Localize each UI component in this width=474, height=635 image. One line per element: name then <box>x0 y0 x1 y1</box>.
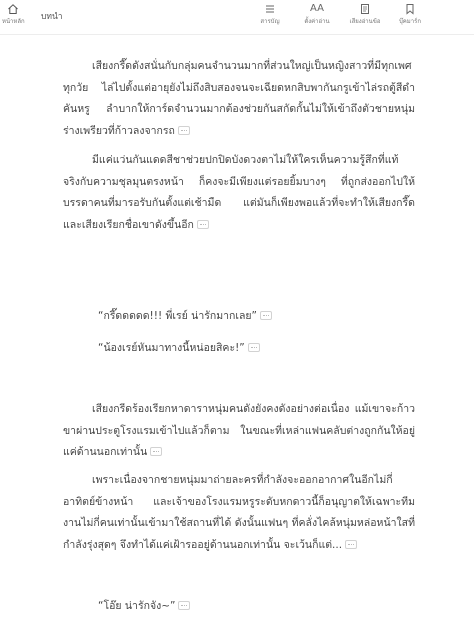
home-button[interactable] <box>2 3 24 26</box>
bookmark-label: บุ๊คมาร์ก <box>398 18 421 25</box>
toc-label: สารบัญ <box>260 18 280 25</box>
text-to-speech-label: เสียงอ่านข้อ <box>349 18 381 25</box>
paragraph-text: เสียงกรี๊ดดังสนั่นกับกลุ่มคนจำนวนมากที่ส่วนใหญ่เป็นหญิงสาวที่มีทุกเพศทุกวัย ไล่ไปตั้งแต่อายุยังไม่ถึงสิบสองจนจะเฉียดหกสิบพากันกรูเข้าไล่รถตู้สีดำคันหรู ลำบากให้การ์ดจำนวนมากต้องช่วยกันสกัดกั้นไม่ให้เข้าถึงตัวชายหนุ่มร่างเพรียวที่ก้าวลงจากรถ <box>63 60 415 138</box>
list-icon <box>264 3 276 15</box>
paragraph <box>63 150 415 237</box>
paragraph-text: เสียงกรีดร้องเรียกหาดาราหนุ่มคนดังยังคงดังอย่างต่อเนื่อง แม้เขาจะก้าวขาผ่านประตูโรงแรมเข้าไปแล้วก็ตาม ในขณะที่เหล่าแฟนคลับต่างถูกกันให้อยู่แค่ด้านนอกเท่านั้น <box>63 403 415 459</box>
reader-toolbar <box>0 0 474 35</box>
home-icon <box>7 3 19 15</box>
chapter-title: บทนำ <box>41 12 63 22</box>
paragraph-text: มีแค่แว่นกันแดดสีชาช่วยปกปิดบังดวงตาไม่ให้ใครเห็นความรู้สึกที่แท้จริงกับความชุลมุนตรงหน้า ก็คงจะมีเพียงแต่รอยยิ้มบางๆ ที่ถูกส่งออกไปให้บรรดาคนที่มารอรับกันตั้งแต่เช้ามืด แต่มันก็เพียงพอแล้วที่จะทำให้เสียงกรี๊ดและเสียงเรียกชื่อเขาดังขึ้นอีก <box>63 154 415 232</box>
text-to-speech-button[interactable] <box>348 3 382 26</box>
bookmark-button[interactable] <box>396 3 424 26</box>
comment-icon[interactable] <box>248 343 260 352</box>
paragraph <box>63 56 415 143</box>
dialogue-paragraph <box>63 306 415 328</box>
comment-icon[interactable] <box>178 126 190 135</box>
paragraph-text: “โอ๊ย น่ารักจัง~” <box>98 600 176 612</box>
paragraph-text: “น้องเรย์หันมาทางนี้หน่อยสิคะ!” <box>98 342 245 354</box>
comment-icon[interactable] <box>150 447 162 456</box>
paragraph <box>63 399 415 464</box>
reading-settings-button[interactable] <box>302 3 332 26</box>
comment-icon[interactable] <box>345 540 357 549</box>
home-label: หน้าหลัก <box>2 18 25 25</box>
comment-icon[interactable] <box>178 601 190 610</box>
bookmark-icon <box>404 3 416 15</box>
dialogue-paragraph <box>63 596 415 618</box>
comment-icon[interactable] <box>260 311 272 320</box>
comment-icon[interactable] <box>197 220 209 229</box>
toc-button[interactable] <box>257 3 283 26</box>
paragraph <box>63 470 415 557</box>
paragraph-text: “กรี๊ดดดดด!!! พี่เรย์ น่ารักมากเลย” <box>98 310 257 322</box>
reading-settings-label: ตั้งค่าอ่าน <box>304 18 330 25</box>
dialogue-paragraph <box>63 338 415 360</box>
font-size-icon: AA <box>310 3 324 14</box>
document-speech-icon <box>359 3 371 15</box>
paragraph-text: เพราะเนื่องจากชายหนุ่มมาถ่ายละครที่กำลังจะออกอากาศในอีกไม่กี่อาทิตย์ข้างหน้า และเจ้าของโรงแรมหรูระดับหกดาวนี้ก็อนุญาตให้เฉพาะทีมงานไม่กี่คนเท่านั้นเข้ามาใช้สถานที่ได้ ดังนั้นแฟนๆ ที่คลั่งไคล้หนุ่มหล่อหน้าใสที่กำลังรุ่งสุดๆ จึงทำได้แค่เฝ้ารออยู่ด้านนอกเท่านั้น จะเว้นก็แต่... <box>63 474 415 552</box>
